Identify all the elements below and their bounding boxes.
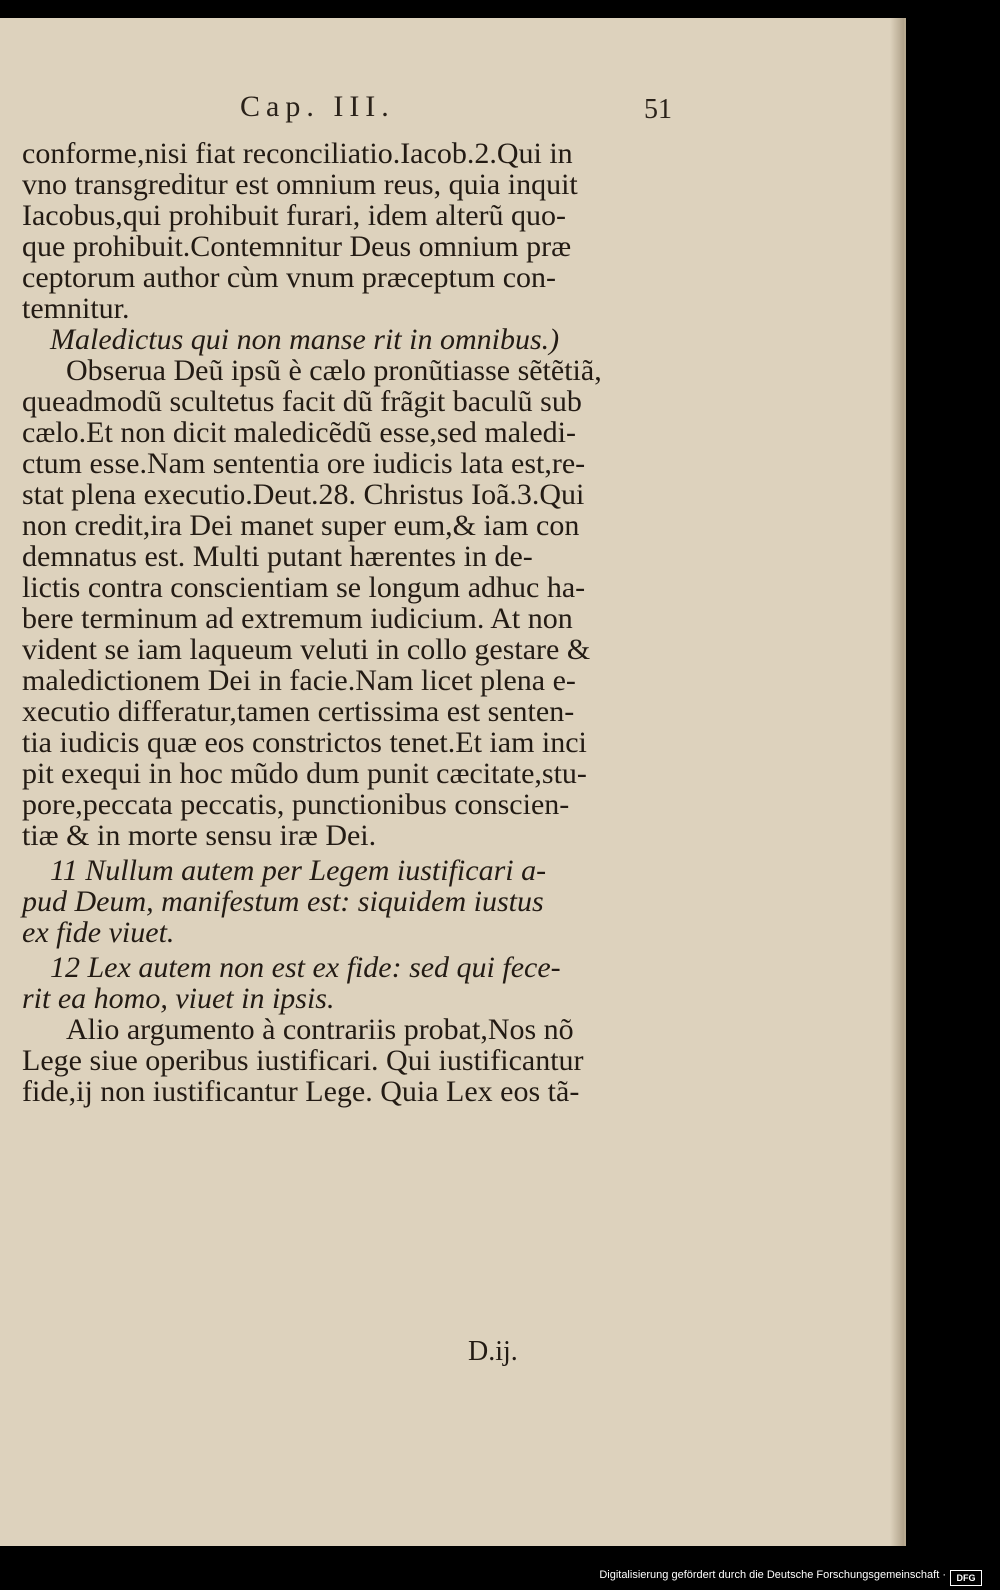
lemma-line: Maledictus qui non manse rit in omnibus.) [50, 323, 560, 356]
text-line: conforme,nisi fiat reconciliatio.Iacob.2.Qui in [22, 137, 573, 170]
text-line: fide,ij non iustificantur Lege. Quia Lex eos tã- [22, 1075, 580, 1108]
text-line: tia iudicis quæ eos constrictos tenet.Et iam inci [22, 726, 587, 759]
dfg-logo: DFG [950, 1570, 982, 1586]
text-line: bere terminum ad extremum iudicium. At non [22, 602, 573, 635]
verse-line: 11 Nullum autem per Legem iustificari a- [50, 854, 547, 887]
funding-credit: Digitalisierung gefördert durch die Deutsche Forschungsgemeinschaft · [599, 1569, 946, 1581]
text-line: tiæ & in morte sensu iræ Dei. [22, 819, 377, 852]
verse-line: 12 Lex autem non est ex fide: sed qui fece- [50, 951, 561, 984]
body-text [22, 138, 682, 1107]
verse-line: rit ea homo, viuet in ipsis. [22, 982, 335, 1015]
verse-line: pud Deum, manifestum est: siquidem iustus [22, 885, 544, 918]
signature-mark: D.ij. [468, 1336, 518, 1367]
text-line: demnatus est. Multi putant hærentes in de- [22, 540, 533, 573]
text-line: vident se iam laqueum veluti in collo gestare & [22, 633, 591, 666]
footer-bar [0, 1564, 1000, 1590]
page-edge-shadow [890, 18, 904, 1546]
text-line: queadmodũ scultetus facit dũ frãgit baculũ sub [22, 385, 582, 418]
text-line: xecutio differatur,tamen certissima est senten- [22, 695, 575, 728]
running-head: Cap. III. [240, 90, 395, 123]
text-line: que prohibuit.Contemnitur Deus omnium præ [22, 230, 572, 263]
text-line: vno transgreditur est omnium reus, quia inquit [22, 168, 578, 201]
text-line: Lege siue operibus iustificari. Qui iustificantur [22, 1044, 584, 1077]
text-line: Alio argumento à contrariis probat,Nos nõ [66, 1013, 574, 1046]
text-line: non credit,ira Dei manet super eum,& iam con [22, 509, 580, 542]
text-line: ctum esse.Nam sententia ore iudicis lata est,re- [22, 447, 586, 480]
text-line: pit exequi in hoc mũdo dum punit cæcitate,stu- [22, 757, 587, 790]
text-line: ceptorum author cùm vnum præceptum con- [22, 261, 557, 294]
text-line: pore,peccata peccatis, punctionibus conscien- [22, 788, 570, 821]
text-line: cælo.Et non dicit maledicẽdũ esse,sed maledi- [22, 416, 577, 449]
verse-line: ex fide viuet. [22, 916, 175, 949]
page-number: 51 [644, 94, 672, 125]
text-line: maledictionem Dei in facie.Nam licet plena e- [22, 664, 576, 697]
book-page [0, 18, 906, 1546]
text-line: temnitur. [22, 292, 130, 325]
text-line: Obserua Deũ ipsũ è cælo pronũtiasse sẽtẽtiã, [66, 354, 602, 387]
page-header [0, 90, 904, 130]
text-line: stat plena executio.Deut.28. Christus Ioã.3.Qui [22, 478, 585, 511]
text-line: lictis contra conscientiam se longum adhuc ha- [22, 571, 586, 604]
text-line: Iacobus,qui prohibuit furari, idem alterũ quo- [22, 199, 567, 232]
